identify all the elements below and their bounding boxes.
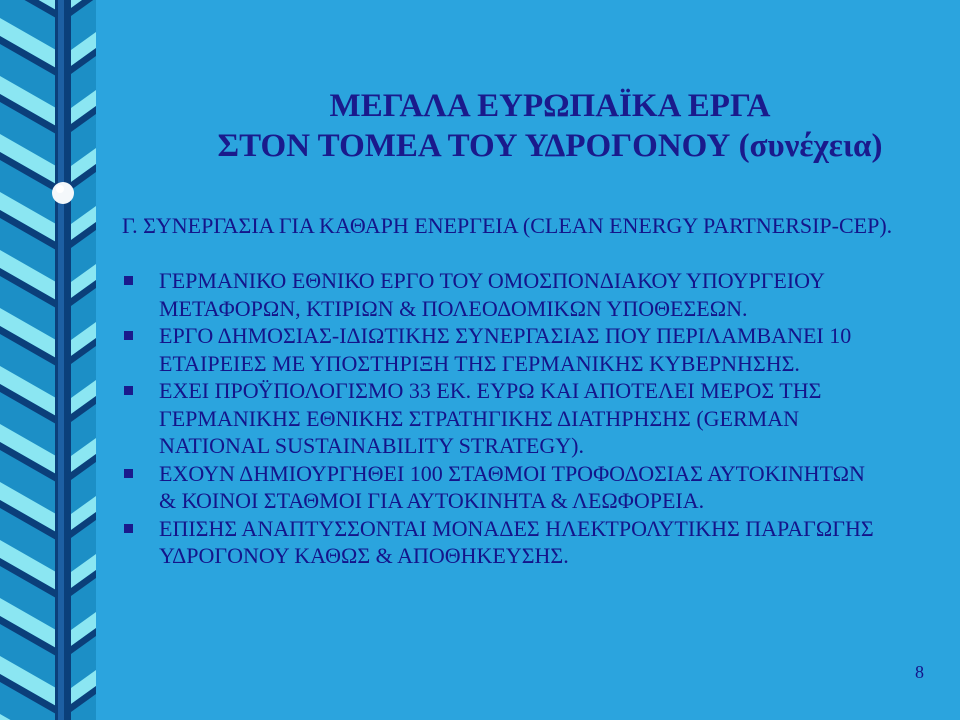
bullet-text: ΕΧΟΥΝ ΔΗΜΙΟΥΡΓΗΘΕΙ 100 ΣΤΑΘΜΟΙ ΤΡΟΦΟΔΟΣΙΑΣ ΑΥΤΟΚΙΝΗΤΩΝ & ΚΟΙΝΟΙ ΣΤΑΘΜΟΙ ΓΙΑ ΑΥΤΟΚΙΝΗΤΑ & ΛΕΩΦΟΡΕΙΑ. xyxy=(159,460,865,513)
square-bullet-icon xyxy=(125,277,132,284)
square-bullet-icon xyxy=(125,387,132,394)
bullet-list xyxy=(122,267,882,570)
bullet-text: ΓΕΡΜΑΝΙΚΟ ΕΘΝΙΚΟ ΕΡΓΟ ΤΟΥ ΟΜΟΣΠΟΝΔΙΑΚΟΥ ΥΠΟΥΡΓΕΙΟΥ ΜΕΤΑΦΟΡΩΝ, ΚΤΙΡΙΩΝ & ΠΟΛΕΟΔΟΜΙΚΩΝ ΥΠΟΘΕΣΕΩΝ. xyxy=(159,268,825,321)
slide-title-line2: ΣΤΟΝ ΤΟΜΕΑ ΤΟΥ ΥΔΡΟΓΟΝΟΥ (συνέχεια) xyxy=(217,128,883,164)
bullet-item xyxy=(122,460,882,515)
bullet-text: ΕΧΕΙ ΠΡΟΫΠΟΛΟΓΙΣΜΟ 33 ΕΚ. ΕΥΡΩ ΚΑΙ ΑΠΟΤΕΛΕΙ ΜΕΡΟΣ ΤΗΣ ΓΕΡΜΑΝΙΚΗΣ ΕΘΝΙΚΗΣ ΣΤΡΑΤΗΓΙΚΗΣ ΔΙΑΤΗΡΗΣΗΣ (GERMAN NATIONAL SUSTAINABILITY STRATEGY). xyxy=(159,378,822,458)
bullet-text: ΕΠΙΣΗΣ ΑΝΑΠΤΥΣΣΟΝΤΑΙ ΜΟΝΑΔΕΣ ΗΛΕΚΤΡΟΛΥΤΙΚΗΣ ΠΑΡΑΓΩΓΗΣ ΥΔΡΟΓΟΝΟΥ ΚΑΘΩΣ & ΑΠΟΘΗΚΕΥΣΗΣ. xyxy=(159,515,874,568)
square-bullet-icon xyxy=(125,470,132,477)
square-bullet-icon xyxy=(125,525,132,532)
page-number: 8 xyxy=(915,662,924,682)
bullet-item xyxy=(122,322,882,377)
bullet-item xyxy=(122,515,882,570)
decorative-ribbon-band xyxy=(0,0,96,720)
bullet-item xyxy=(122,377,882,460)
section-intro: Γ. ΣΥΝΕΡΓΑΣΙΑ ΓΙΑ ΚΑΘΑΡΗ ΕΝΕΡΓΕΙΑ (CLEAN ENERGY PARTNERSIP-CEP). xyxy=(122,213,893,238)
slide-title-line1: ΜΕΓΑΛΑ ΕΥΡΩΠΑΪΚΑ ΕΡΓΑ xyxy=(329,88,771,124)
ribbon-pearl-icon xyxy=(52,182,74,204)
square-bullet-icon xyxy=(125,332,132,339)
bullet-item xyxy=(122,267,882,322)
bullet-text: ΕΡΓΟ ΔΗΜΟΣΙΑΣ-ΙΔΙΩΤΙΚΗΣ ΣΥΝΕΡΓΑΣΙΑΣ ΠΟΥ ΠΕΡΙΛΑΜΒΑΝΕΙ 10 ΕΤΑΙΡΕΙΕΣ ΜΕ ΥΠΟΣΤΗΡΙΞΗ ΤΗΣ ΓΕΡΜΑΝΙΚΗΣ ΚΥΒΕΡΝΗΣΗΣ. xyxy=(159,323,852,376)
